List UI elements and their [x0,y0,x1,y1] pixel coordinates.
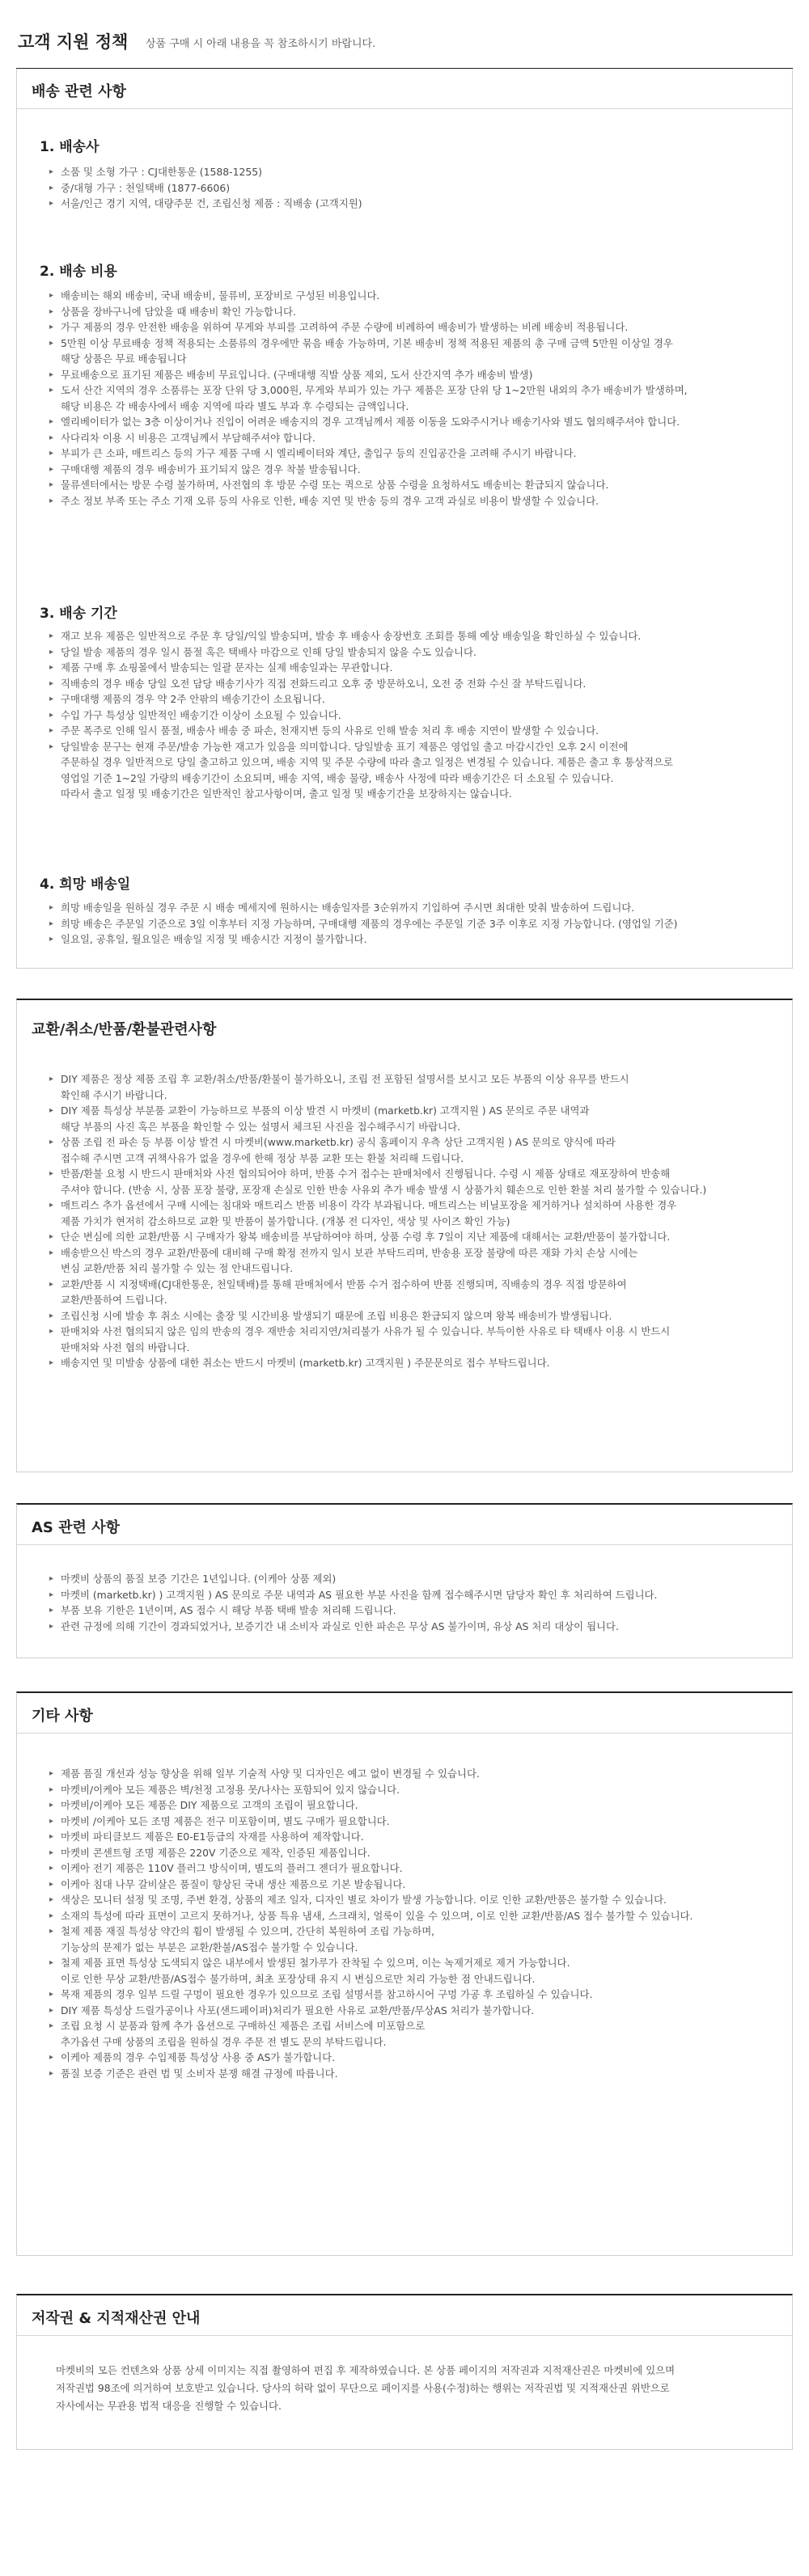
copyright-header [17,2295,792,2336]
delivery-period-item-text: ▸ 직배송의 경우 배송 당일 오전 담당 배송기사가 직접 전화드리고 오후 중 방문하오니, 오전 중 전화 수신 잘 부탁드립니다. [61,677,587,690]
exchange-item-text: ▸ 배송받으신 박스의 경우 교환/반품에 대비해 구매 확정 전까지 일시 보관 부탁드리며, 반송용 포장 불량에 따른 재화 가치 손상 시에는 [61,1246,638,1259]
etc-item-text: ▸ 마켓비 /이케아 모든 조명 제품은 전구 미포함이며, 별도 구매가 필요합니다. [61,1814,390,1827]
exchange-item-text: 판매처와 사전 협의 바랍니다. [61,1341,190,1353]
etc-item [49,1892,777,1908]
etc-item [49,1908,777,1924]
delivery-cost-item-text: ▸ 엘리베이터가 없는 3층 이상이거나 진입이 어려운 배송지의 경우 고객님께서 제품 이동을 도와주시거나 배송기사와 별도 협의해주셔야 합니다. [61,416,680,428]
exchange-item-text: 제품 가치가 현저히 감소하므로 교환 및 반품이 불가합니다. (개봉 전 디자인, 색상 및 사이즈 확인 가능) [61,1214,510,1227]
delivery-cost-item-text: ▸ 물류센터에서는 방문 수령 불가하며, 사전협의 후 방문 수령 또는 퀵으로 상품 수령을 요청하셔도 배송비는 환급되지 않습니다. [61,479,609,491]
hope-date-item [49,916,777,932]
as-item [49,1571,777,1587]
delivery-cost-item-text: ▸ 배송비는 해외 배송비, 국내 배송비, 물류비, 포장비로 구성된 비용입니다. [61,289,380,302]
copyright-notice [56,2362,768,2415]
exchange-item [49,1355,777,1371]
delivery-period-item [49,707,777,724]
as-header [17,1505,792,1545]
exchange-item [49,1166,777,1197]
etc-item [49,1845,777,1861]
delivery-period-list [49,628,777,802]
as-item [49,1587,777,1603]
exchange-item [49,1103,777,1134]
delivery-cost-item [49,493,777,509]
delivery-period-item-text: ▸ 수입 가구 특성상 일반적인 배송기간 이상이 소요될 수 있습니다. [61,708,341,721]
etc-item-text: ▸ DIY 제품 특성상 드릴가공이나 사포(샌드페이퍼)처리가 필요한 사유로 교환/반품/무상AS 처리가 불가합니다. [61,2004,535,2016]
etc-item [49,1814,777,1830]
etc-item [49,1860,777,1877]
etc-item-text: ▸ 조립 요청 시 분품과 함께 추가 옵션으로 구매하신 제품은 조립 서비스에 미포함으로 [61,2020,426,2032]
etc-item [49,1955,777,1987]
delivery-period-heading: 3. 배송 기간 [40,606,117,622]
exchange-item-text: 교환/반품하여 드립니다. [61,1294,167,1306]
etc-item-text: ▸ 마켓비 콘센트형 조명 제품은 220V 기준으로 제작, 인증된 제품입니다. [61,1846,371,1859]
etc-item-text: 추가옵션 구매 상품의 조립을 원하실 경우 주문 전 별도 문의 부탁드립니다. [61,2035,387,2048]
delivery-period-item-text: 영업일 기준 1~2일 가량의 배송기간이 소요되며, 배송 지역, 배송 물량, 배송사 사정에 따라 배송기간은 더 소요될 수 있습니다. [61,771,614,784]
exchange-item-text: ▸ 판매처와 사전 협의되지 않은 임의 반송의 경우 재반송 처리지연/처리불가 사유가 될 수 있습니다. 부득이한 사유로 타 택배사 이용 시 반드시 [61,1325,671,1337]
etc-item-text: ▸ 이케아 침대 나무 갈비살은 품질이 향상된 국내 생산 제품으로 기본 발송됩니다. [61,1877,406,1890]
exchange-item [49,1245,777,1277]
exchange-item [49,1308,777,1324]
delivery-cost-item-text: ▸ 가구 제품의 경우 안전한 배송을 위하여 무게와 부피를 고려하여 주문 수량에 비례하여 배송비가 발생하는 비례 배송비 적용됩니다. [61,321,629,333]
exchange-item-text: ▸ 교환/반품 시 지정택배(CJ대한통운, 천일택배)를 통해 판매처에서 반품 수거 접수하여 반품 진행되며, 직배송의 경우 직접 방문하여 [61,1277,627,1290]
etc-item-text: ▸ 품질 보증 기준은 관련 법 및 소비자 분쟁 해결 규정에 따릅니다. [61,2067,338,2080]
etc-item-text: ▸ 마켓비/이케아 모든 제품은 벽/천정 고정용 못/나사는 포함되어 있지 않습니다. [61,1783,400,1796]
delivery-period-item [49,739,777,802]
delivery-cost-item [49,462,777,478]
delivery-cost-item [49,367,777,383]
delivery-cost-item [49,304,777,320]
exchange-item-text: ▸ 상품 조립 전 파손 등 부품 이상 발견 시 마켓비(www.marketb.kr) 공식 홈페이지 우측 상단 고객지원 ) AS 문의로 양식에 따라 [61,1136,616,1148]
delivery-cost-item-text: ▸ 5만원 이상 무료배송 정책 적용되는 소품류의 경우에만 묶음 배송 가능하며, 기본 배송비 정책 적용된 제품의 총 구매 금액 5만원 이상일 경우 [61,336,673,349]
exchange-item [49,1277,777,1308]
etc-item [49,2018,777,2050]
etc-item-text: ▸ 마켓비 파티클보드 제품은 E0-E1등급의 자재를 사용하여 제작합니다. [61,1831,364,1843]
as-title: AS 관련 사항 [32,1519,120,1536]
etc-item [49,2066,777,2082]
exchange-item-text: 해당 부품의 사진 혹은 부품을 확인할 수 있는 설명서 체크된 사진을 접수해주시기 바랍니다. [61,1120,461,1133]
delivery-period-item [49,628,777,644]
exchange-list [49,1071,777,1371]
delivery-cost-item [49,430,777,446]
etc-item-text: ▸ 이케아 제품의 경우 수입제품 특성상 사용 중 AS가 불가합니다. [61,2051,336,2063]
exchange-item-text: ▸ 단순 변심에 의한 교환/반품 시 구매자가 왕복 배송비를 부담하여야 하며, 상품 수령 후 7일이 지난 제품에 대해서는 교환/반품이 불가합니다. [61,1231,671,1243]
exchange-item-text: 확인해 주시기 바랍니다. [61,1088,167,1101]
delivery-period-item-text: ▸ 주문 폭주로 인해 일시 품절, 배송사 배송 중 파손, 천재지변 등의 사유로 인해 발송 처리 후 배송 지연이 발생할 수 있습니다. [61,724,599,737]
as-list [49,1571,777,1634]
etc-item-text: 기능상의 문제가 없는 부분은 교환/환불/AS접수 불가할 수 있습니다. [61,1940,358,1953]
delivery-cost-item-text: 해당 상품은 무료 배송됩니다 [61,353,187,365]
etc-title: 기타 사항 [32,1708,93,1725]
etc-item-text: ▸ 철제 제품 표면 특성상 도색되지 않은 내부에서 발생된 철가루가 잔착될 수 있으며, 이는 녹제거제로 제거 가능합니다. [61,1957,570,1969]
page-subtitle: 상품 구매 시 아래 내용을 꼭 참조하시기 바랍니다. [146,38,376,50]
delivery-cost-item [49,446,777,462]
exchange-item-text: 변심 교환/반품 처리 불가할 수 있는 점 안내드립니다. [61,1262,294,1274]
carrier-item [49,196,777,212]
etc-item-text: 이로 인한 무상 교환/반품/AS접수 불가하며, 최초 포장상태 유지 시 변심으로만 처리 가능한 점 안내드립니다. [61,1972,536,1985]
etc-item-text: ▸ 이케아 전기 제품은 110V 플러그 방식이며, 별도의 플러그 젠더가 필요합니다. [61,1862,403,1874]
exchange-title: 교환/취소/반품/환불관련사항 [32,1021,217,1038]
copyright-line: 저작권법 98조에 의거하여 보호받고 있습니다. 당사의 허락 없이 무단으로 페이지를 사용(수정)하는 행위는 저작권법 및 지적재산권 위반으로 [56,2382,670,2394]
delivery-period-item-text: 주문하실 경우 일반적으로 당일 출고하고 있으며, 배송 지역 및 주문 수량에 따라 출고 일정은 변경될 수 있습니다. 제품은 출고 후 통상적으로 [61,756,673,768]
hope-date-item [49,931,777,948]
exchange-item [49,1324,777,1355]
as-item-text: ▸ 부품 보유 기한은 1년이며, AS 접수 시 해당 부품 택배 발송 처리해 드립니다. [61,1604,396,1616]
etc-item-text: ▸ 소재의 특성에 따라 표면이 고르지 못하거나, 상품 특유 냄새, 스크래치, 얼룩이 있을 수 있으며, 이로 인한 교환/반품/AS 접수 불가할 수 있습니다. [61,1909,693,1922]
delivery-cost-item-text: ▸ 상품을 장바구니에 담았을 때 배송비 확인 가능합니다. [61,305,296,318]
delivery-period-item-text: ▸ 재고 보유 제품은 일반적으로 주문 후 당일/익일 발송되며, 발송 후 배송사 송장번호 조회를 통해 예상 배송일을 확인하실 수 있습니다. [61,630,642,642]
delivery-period-item [49,644,777,661]
etc-list [49,1766,777,2081]
etc-item-text: ▸ 목재 제품의 경우 일부 드릴 구멍이 필요한 경우가 있으므로 조립 설명서를 참고하시어 구멍 가공 후 조립하실 수 있습니다. [61,1988,593,2000]
etc-item [49,1829,777,1845]
delivery-period-item-text: ▸ 제품 구매 후 쇼핑몰에서 발송되는 일괄 문자는 실제 배송일과는 무관합니다. [61,661,393,674]
etc-item-text: ▸ 철제 제품 재질 특성상 약간의 휨이 발생될 수 있으며, 간단히 복원하여 조립 가능하며, [61,1925,435,1937]
page-header [0,0,809,68]
exchange-item-text: 주셔야 합니다. (반송 시, 상품 포장 불량, 포장재 손실로 인한 반송 사유외 추가 배송 발생 시 상품가치 훼손으로 인한 환불 처리 불가할 수 있습니다.) [61,1183,707,1196]
hope-date-item-text: ▸ 일요일, 공휴일, 월요일은 배송일 지정 및 배송시간 지정이 불가합니다. [61,933,367,945]
exchange-item-text: ▸ DIY 제품은 정상 제품 조립 후 교환/취소/반품/환불이 불가하오니, 조립 전 포함된 설명서를 보시고 모든 부품의 이상 유무를 반드시 [61,1073,629,1085]
delivery-cost-item-text: ▸ 부피가 큰 소파, 매트리스 등의 가구 제품 구매 시 엘리베이터와 계단, 출입구 등의 진입공간을 고려해 주시기 바랍니다. [61,447,577,459]
exchange-item-text: ▸ 반품/환불 요청 시 반드시 판매처와 사전 협의되어야 하며, 반품 수거 접수는 판매처에서 진행됩니다. 수령 시 제품 상태로 재포장하여 반송해 [61,1168,671,1180]
copyright-line: 자사에서는 무관용 법적 대응을 진행할 수 있습니다. [56,2400,282,2412]
delivery-cost-item-text: ▸ 무료배송으로 표기된 제품은 배송비 무료입니다. (구매대행 직발 상품 제외, 도서 산간지역 추가 배송비 발생) [61,368,533,381]
etc-item [49,1987,777,2003]
carrier-item [49,180,777,196]
delivery-period-item [49,691,777,707]
delivery-cost-item-text: ▸ 주소 정보 부족 또는 주소 기재 오류 등의 사유로 인한, 배송 지연 및 반송 등의 경우 고객 과실로 비용이 발생할 수 있습니다. [61,494,599,507]
delivery-header [17,69,792,109]
exchange-item [49,1134,777,1166]
carrier-item-text: ▸ 소품 및 소형 가구 : CJ대한통운 (1588-1255) [61,166,262,178]
delivery-period-item [49,660,777,676]
as-section [16,1503,793,1658]
delivery-cost-item-text: ▸ 도서 산간 지역의 경우 소품류는 포장 단위 당 3,000원, 무게와 부피가 있는 가구 제품은 포장 단위 당 1~2만원 내외의 추가 배송비가 발생하며, [61,384,688,396]
carrier-item-text: ▸ 중/대형 가구 : 천일택배 (1877-6606) [61,181,231,194]
delivery-period-item-text: ▸ 구매대행 제품의 경우 약 2주 안팎의 배송기간이 소요됩니다. [61,693,325,705]
delivery-cost-item-text: 해당 비용은 각 배송사에서 배송 지역에 따라 별도 부과 후 수령되는 금액입니다. [61,399,409,412]
etc-item [49,1797,777,1814]
as-item-text: ▸ 마켓비 (marketb.kr) ) 고객지원 ) AS 문의로 주문 내역과 AS 필요한 부분 사진을 함께 접수해주시면 담당자 확인 후 처리하여 드립니다. [61,1588,658,1601]
delivery-section [16,69,793,969]
delivery-title: 배송 관련 사항 [32,83,126,100]
etc-item [49,2003,777,2019]
exchange-item-text: 접수해 주시면 고객 귀책사유가 없을 경우에 한해 정상 부품 교환 또는 환불 처리해 드립니다. [61,1151,464,1164]
exchange-header [17,1000,792,1041]
delivery-cost-item [49,382,777,414]
as-item-text: ▸ 마켓비 상품의 품질 보증 기간은 1년입니다. (이케아 상품 제외) [61,1573,337,1585]
exchange-item [49,1071,777,1103]
exchange-section [16,999,793,1472]
delivery-period-item-text: 따라서 출고 일정 및 배송기간은 일반적인 참고사항이며, 출고 일정 및 배송기간을 보장하지는 않습니다. [61,788,512,800]
etc-item [49,1924,777,1955]
copyright-title: 저작권 & 지적재산권 안내 [32,2310,201,2327]
as-item [49,1619,777,1635]
delivery-cost-item-text: ▸ 사다리차 이용 시 비용은 고객님께서 부담해주셔야 합니다. [61,431,316,444]
copyright-line: 마켓비의 모든 컨텐츠와 상품 상세 이미지는 직접 촬영하여 편집 후 제작하였습니다. 본 상품 페이지의 저작권과 지적재산권은 마켓비에 있으며 [56,2364,676,2376]
etc-item [49,1877,777,1893]
hope-date-item [49,900,777,916]
exchange-item-text: ▸ 조립신청 시에 발송 후 취소 시에는 출장 및 시간비용 발생되기 때문에 조립 비용은 환급되지 않으며 왕복 배송비가 발생됩니다. [61,1309,612,1322]
etc-item [49,2050,777,2066]
page-title: 고객 지원 정책 [18,32,129,52]
as-item-text: ▸ 관련 규정에 의해 기간이 경과되었거나, 보증기간 내 소비자 과실로 인한 파손은 무상 AS 불가이며, 유상 AS 처리 대상이 됩니다. [61,1620,619,1632]
exchange-item-text: ▸ DIY 제품 특성상 부분품 교환이 가능하므로 부품의 이상 발견 시 마켓비 (marketb.kr) 고객지원 ) AS 문의로 주문 내역과 [61,1104,590,1117]
delivery-cost-item [49,336,777,367]
delivery-cost-item [49,319,777,336]
exchange-item-text: ▸ 배송지연 및 미발송 상품에 대한 취소는 반드시 마켓비 (marketb.kr) 고객지원 ) 주문문의로 접수 부탁드립니다. [61,1357,550,1369]
delivery-cost-item [49,414,777,430]
as-item [49,1603,777,1619]
delivery-cost-item-text: ▸ 구매대행 제품의 경우 배송비가 표기되지 않은 경우 착불 발송됩니다. [61,462,361,475]
delivery-cost-heading: 2. 배송 비용 [40,264,117,280]
carrier-list [49,164,777,212]
copyright-section [16,2294,793,2450]
delivery-period-item [49,723,777,739]
etc-item-text: ▸ 마켓비/이케아 모든 제품은 DIY 제품으로 고객의 조립이 필요합니다. [61,1799,358,1811]
etc-item [49,1766,777,1782]
delivery-cost-item [49,288,777,304]
delivery-period-item-text: ▸ 당일발송 문구는 현재 주문/발송 가능한 재고가 있음을 의미합니다. 당일발송 표기 제품은 영업일 출고 마감시간인 오후 2시 이전에 [61,740,629,753]
delivery-cost-item [49,477,777,493]
hope-date-item-text: ▸ 희망 배송은 주문일 기준으로 3일 이후부터 지정 가능하며, 구매대행 제품의 경우에는 주문일 기준 3주 이후로 지정 가능합니다. (영업일 기준) [61,917,678,930]
hope-date-item-text: ▸ 희망 배송일을 원하실 경우 주문 시 배송 메세지에 원하시는 배송일자를 3순위까지 기입하여 주시면 최대한 맞춰 발송하여 드립니다. [61,902,635,914]
exchange-item [49,1229,777,1245]
exchange-item-text: ▸ 매트리스 추가 옵션에서 구매 시에는 침대와 매트리스 반품 비용이 각각 부과됩니다. 매트리스는 비닐포장을 제거하거나 설치하여 사용한 경우 [61,1199,677,1211]
delivery-cost-list [49,288,777,509]
exchange-item [49,1197,777,1229]
delivery-period-item [49,676,777,692]
etc-item-text: ▸ 제품 품질 개선과 성능 향상을 위해 일부 기술적 사양 및 디자인은 예고 없이 변경될 수 있습니다. [61,1767,480,1780]
hope-date-heading: 4. 희망 배송일 [40,876,131,893]
etc-item-text: ▸ 색상은 모니터 설정 및 조명, 주변 환경, 상품의 제조 일자, 디자인 별로 차이가 발생 가능합니다. 이로 인한 교환/반품은 불가할 수 있습니다. [61,1894,667,1906]
etc-header [17,1693,792,1734]
carrier-heading: 1. 배송사 [40,139,100,155]
carrier-item-text: ▸ 서울/인근 경기 지역, 대량주문 건, 조립신청 제품 : 직배송 (고객지원) [61,197,362,209]
etc-section [16,1691,793,2256]
delivery-period-item-text: ▸ 당일 발송 제품의 경우 일시 품절 혹은 택배사 마감으로 인해 당일 발송되지 않을 수도 있습니다. [61,645,477,658]
etc-item [49,1782,777,1798]
carrier-item [49,164,777,180]
hope-date-list [49,900,777,948]
